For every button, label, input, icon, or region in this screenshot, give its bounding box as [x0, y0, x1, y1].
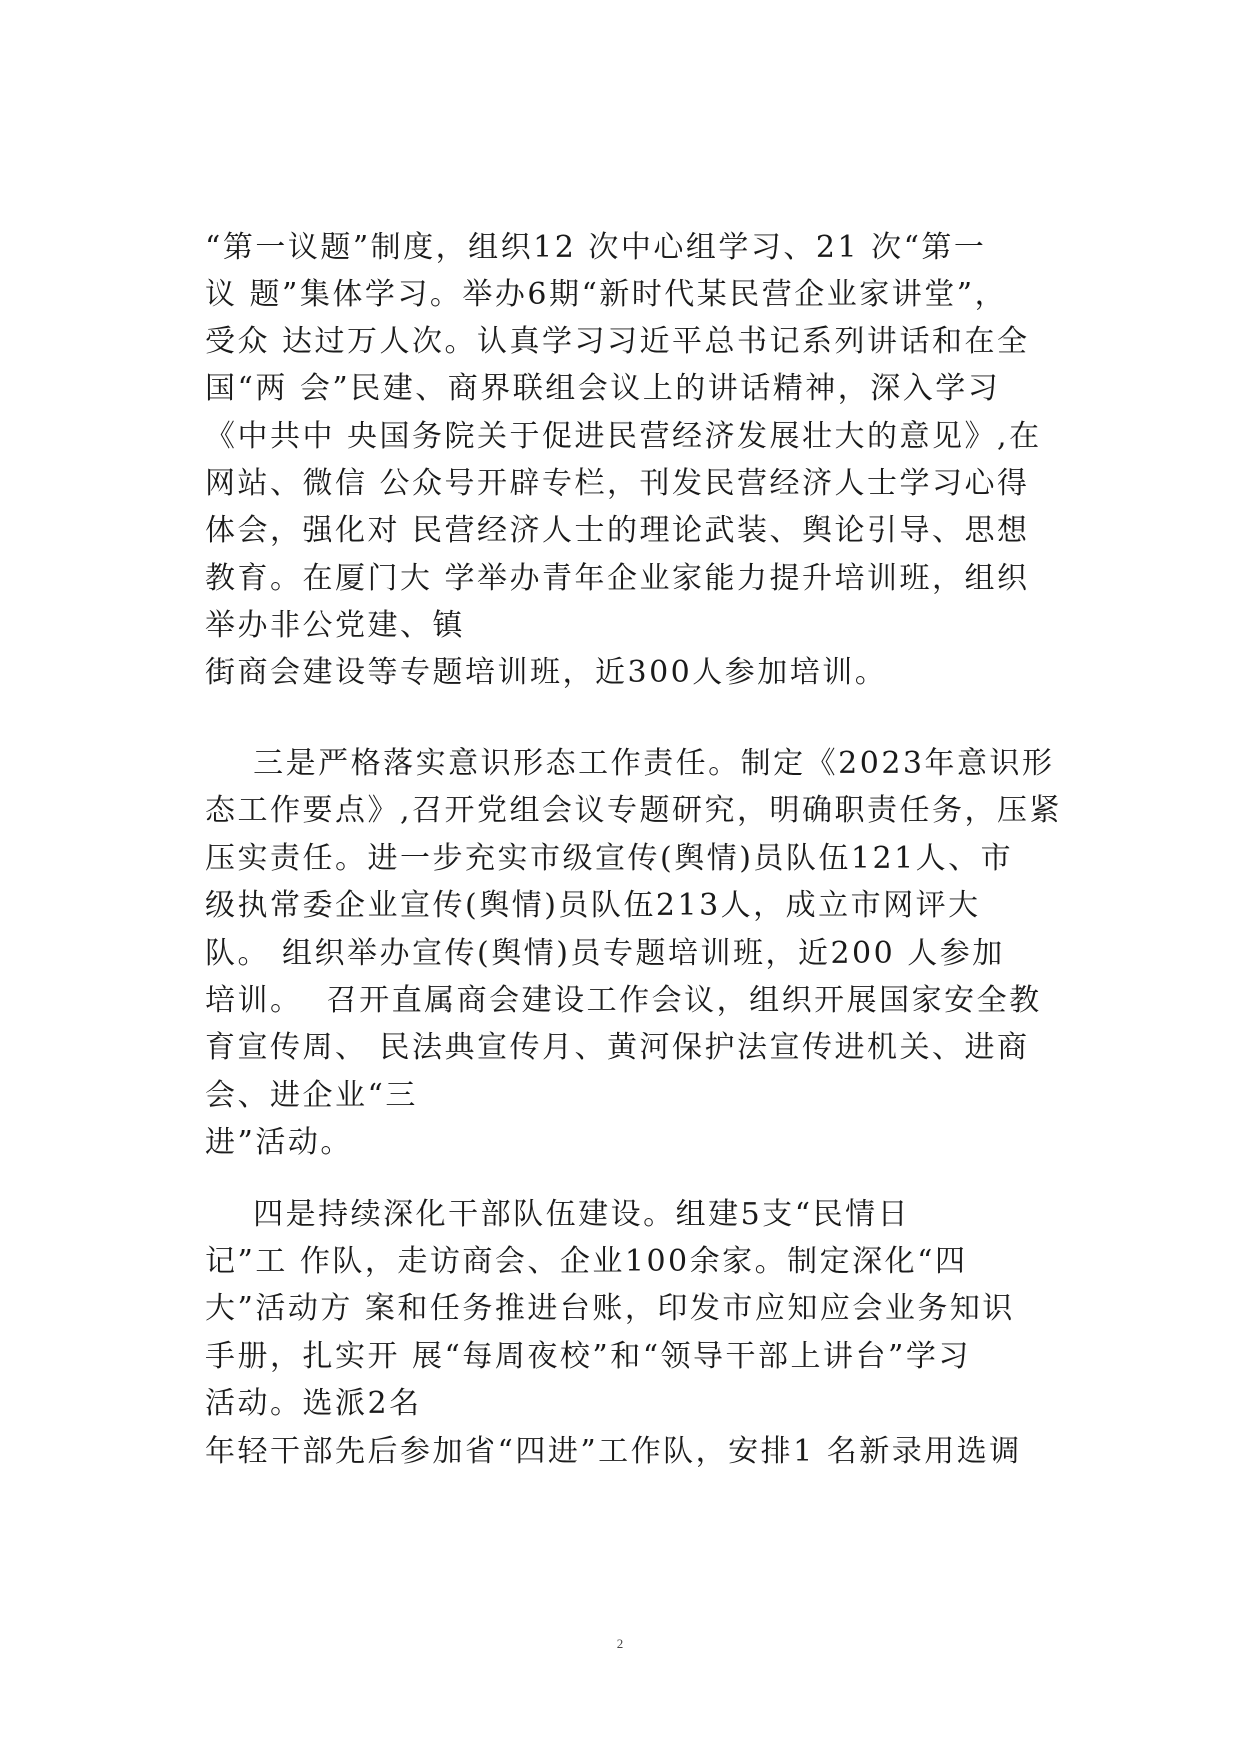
text-line: 网站、微信 公众号开辟专栏，刊发民营经济人士学习心得 — [205, 466, 1030, 501]
text-line: 三是严格落实意识形态工作责任。制定《2023年意识形 — [205, 746, 1055, 781]
text-line: 压实责任。进一步充实市级宣传(舆情)员队伍121人、市 — [205, 841, 1014, 876]
text-line: “第一议题”制度，组织12 次中心组学习、21 次“第一 — [205, 230, 987, 265]
text-line: 级执常委企业宣传(舆情)员队伍213人，成立市网评大 — [205, 888, 981, 923]
text-line: 育宣传周、 民法典宣传月、黄河保护法宣传进机关、进商 — [205, 1030, 1030, 1065]
text-line: 会、进企业“三 — [205, 1078, 418, 1113]
text-line: 举办非公党建、镇 — [205, 608, 465, 643]
text-line: 《中共中 央国务院关于促进民营经济发展壮大的意见》,在 — [205, 419, 1042, 454]
text-line: 国“两 会”民建、商界联组会议上的讲话精神，深入学习 — [205, 371, 1001, 406]
text-line: 年轻干部先后参加省“四进”工作队，安排1 名新录用选调 — [205, 1434, 1022, 1469]
text-line: 队。 组织举办宣传(舆情)员专题培训班，近200 人参加 — [205, 936, 1005, 971]
text-line: 进”活动。 — [205, 1125, 353, 1160]
text-line: 受众 达过万人次。认真学习习近平总书记系列讲话和在全 — [205, 324, 1030, 359]
text-line: 四是持续深化干部队伍建设。组建5支“民情日 — [205, 1197, 911, 1232]
text-line: 手册，扎实开 展“每周夜校”和“领导干部上讲台”学习 — [205, 1339, 971, 1374]
text-line: 态工作要点》,召开党组会议专题研究，明确职责任务，压紧 — [205, 793, 1063, 828]
text-line: 培训。 召开直属商会建设工作会议，组织开展国家安全教 — [205, 983, 1042, 1018]
text-line: 教育。在厦门大 学举办青年企业家能力提升培训班，组织 — [205, 561, 1030, 596]
text-line: 街商会建设等专题培训班，近300人参加培训。 — [205, 655, 888, 690]
text-line: 大”活动方 案和任务推进台账，印发市应知应会业务知识 — [205, 1291, 1015, 1326]
text-line: 议 题”集体学习。举办6期“新时代某民营企业家讲堂”， — [205, 277, 1008, 312]
text-line: 体会，强化对 民营经济人士的理论武装、舆论引导、思想 — [205, 513, 1030, 548]
text-line: 记”工 作队，走访商会、企业100余家。制定深化“四 — [205, 1244, 968, 1279]
page-number: 2 — [616, 1636, 624, 1651]
text-line: 活动。选派2名 — [205, 1386, 422, 1421]
